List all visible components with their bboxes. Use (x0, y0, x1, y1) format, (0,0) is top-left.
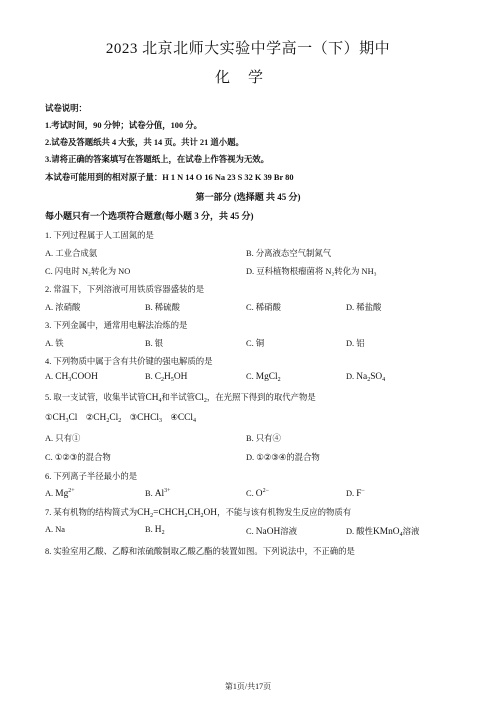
instruction-3: 3.请将正确的答案填写在答题纸上，在试卷上作答视为无效。 (45, 155, 270, 164)
atomic-mass-line: 本试卷可能用到的相对原子量：H 1 N 14 O 16 Na 23 S 32 K 39 Br 80 (45, 173, 294, 182)
q2-option-c: C. 稀硝酸 (246, 303, 281, 312)
section-title: 第一部分 (选择题 共 45 分) (195, 192, 301, 202)
q2-option-b: B. 稀硫酸 (145, 303, 180, 312)
question-8-stem: 8. 实验室用乙酸、乙醇和浓硫酸制取乙酸乙酯的装置如图。下列说法中，不正确的是 (45, 547, 355, 556)
q5-option-a: A. 只有① (45, 434, 81, 443)
instruction-2: 2.试卷及答题纸共 4 大张，共 14 页。共计 21 道小题。 (45, 138, 244, 147)
q7-option-d: D. 酸性KMnO$_4$溶液 (346, 527, 420, 538)
q2-option-a: A. 浓硝酸 (45, 303, 81, 312)
question-4-stem: 4. 下列物质中属于含有共价键的强电解质的是 (45, 357, 213, 366)
q5-option-b: B. 只有④ (246, 434, 281, 443)
q7-option-a: A. Na (45, 525, 66, 534)
q1-option-a: A. 工业合成氨 (45, 249, 98, 258)
q4-option-c: C. MgCl$_2$ (246, 372, 281, 383)
q3-option-c: C. 铜 (246, 339, 265, 348)
q6-option-a: A. $Mg^{2+}$ (45, 488, 75, 499)
q4-option-d: D. $Na_2SO_4$ (346, 372, 386, 383)
q6-option-d: D. F− (346, 488, 365, 499)
question-5-stem: 5. 取一支试管，收集半试管$CH_4$和半试管$Cl_2$，在光照下得到的取代产物是 (45, 393, 316, 404)
q6-option-b: B. $Al^{3+}$ (145, 488, 171, 499)
q1-option-c: C. 闪电时 N₂转化为 NO (45, 267, 131, 276)
q5-products: $①CH_3Cl$ $②CH_2Cl_2$ ③CHCl$_3$ ④CCl$_4$ (45, 413, 196, 424)
page-footer: 第1页/共17页 (224, 682, 272, 691)
question-7-stem: 7. 某有机物的结构简式为$CH_2=CHCH_2CH_2OH$，不能与该有机物发生反应的物质有 (45, 508, 352, 519)
q2-option-d: D. 稀盐酸 (346, 303, 382, 312)
question-6-stem: 6. 下列离子半径最小的是 (45, 472, 138, 481)
question-2-stem: 2. 常温下，下列溶液可用铁质容器盛装的是 (45, 285, 205, 294)
instructions-heading: 试卷说明： (45, 104, 87, 113)
q1-option-b: B. 分离液态空气制氮气 (246, 249, 332, 258)
q6-option-c: C. $O^{2-}$ (246, 488, 269, 499)
q3-option-b: B. 银 (145, 339, 164, 348)
exam-subject: 化学 (214, 70, 281, 86)
instruction-1: 1.考试时间，90 分钟；试卷分值，100 分。 (45, 121, 203, 130)
q7-option-c: C. NaOH溶液 (246, 527, 298, 537)
q4-option-a: A. $CH_3COOH$ (45, 372, 98, 383)
q3-option-a: A. 铁 (45, 339, 64, 348)
exam-title: 2023 北京北师大实验中学高一（下）期中 (105, 41, 391, 57)
q4-option-b: B. $C_2H_5OH$ (145, 372, 188, 383)
q5-option-d: D. ①②③④的混合物 (246, 453, 320, 462)
question-3-stem: 3. 下列金属中，通常用电解法冶炼的是 (45, 321, 188, 330)
q3-option-d: D. 铝 (346, 339, 365, 348)
q5-option-c: C. ①②③的混合物 (45, 453, 111, 462)
section-note: 每小题只有一个选项符合题意(每小题 3 分，共 45 分) (45, 211, 254, 221)
question-1-stem: 1. 下列过程属于人工固氮的是 (45, 231, 154, 240)
q7-option-b: B. $H_2$ (145, 525, 165, 536)
q1-option-d: D. 豆科植物根瘤菌将 N₂转化为 NH₃ (246, 267, 377, 276)
